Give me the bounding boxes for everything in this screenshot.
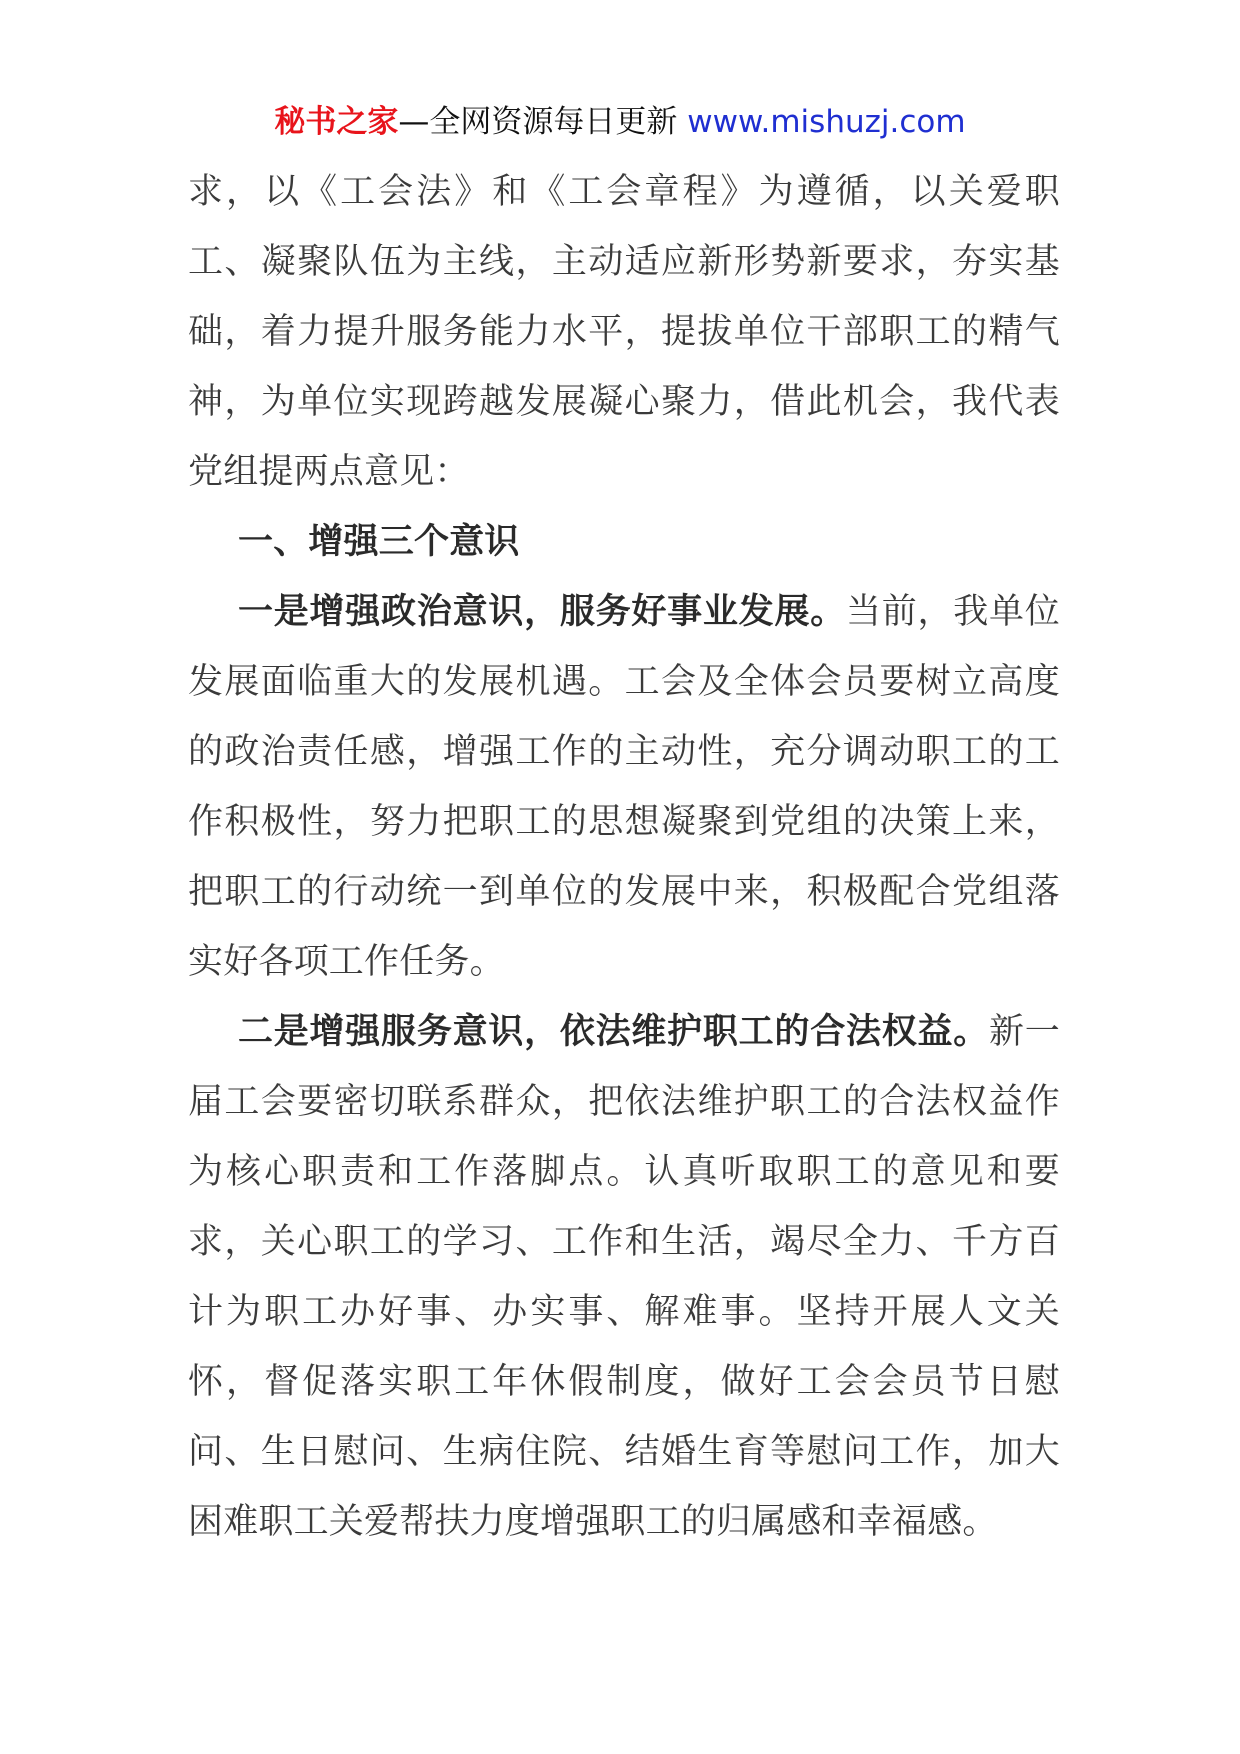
- brand-name: 秘书之家: [274, 104, 399, 140]
- point-2-lead: 二是增强服务意识，依法维护职工的合法权益。: [238, 1012, 990, 1052]
- header-slogan: —全网资源每日更新: [398, 104, 688, 140]
- point-1-text: 当前，我单位发展面临重大的发展机遇。工会及全体会员要树立高度的政治责任感，增强工作的主动性，充分调动职工的工作积极性，努力把职工的思想凝聚到党组的决策上来，把职工的行动统一到单位的发展中来，积极配合党组落实好各项工作任务。: [188, 592, 1061, 982]
- point-2-text: 新一届工会要密切联系群众，把依法维护职工的合法权益作为核心职责和工作落脚点。认真听取职工的意见和要求，关心职工的学习、工作和生活，竭尽全力、千方百计为职工办好事、办实事、解难事。坚持开展人文关怀，督促落实职工年休假制度，做好工会会员节日慰问、生日慰问、生病住院、结婚生育等慰问工作，加大困难职工关爱帮扶力度增强职工的归属感和幸福感。: [188, 1012, 1060, 1542]
- point-2-paragraph: [188, 997, 1060, 1557]
- watermark-header: [0, 100, 1240, 144]
- point-1-paragraph: [188, 577, 1060, 997]
- website-link[interactable]: www.mishuzj.com: [687, 104, 966, 140]
- intro-paragraph: 求，以《工会法》和《工会章程》为遵循，以关爱职工、凝聚队伍为主线，主动适应新形势新要求，夯实基础，着力提升服务能力水平，提拔单位干部职工的精气神，为单位实现跨越发展凝心聚力，借此机会，我代表党组提两点意见：: [188, 172, 1060, 492]
- point-1-lead: 一是增强政治意识，服务好事业发展。: [238, 592, 846, 632]
- section-heading: 一、增强三个意识: [238, 522, 520, 562]
- document-body: [188, 157, 1060, 1557]
